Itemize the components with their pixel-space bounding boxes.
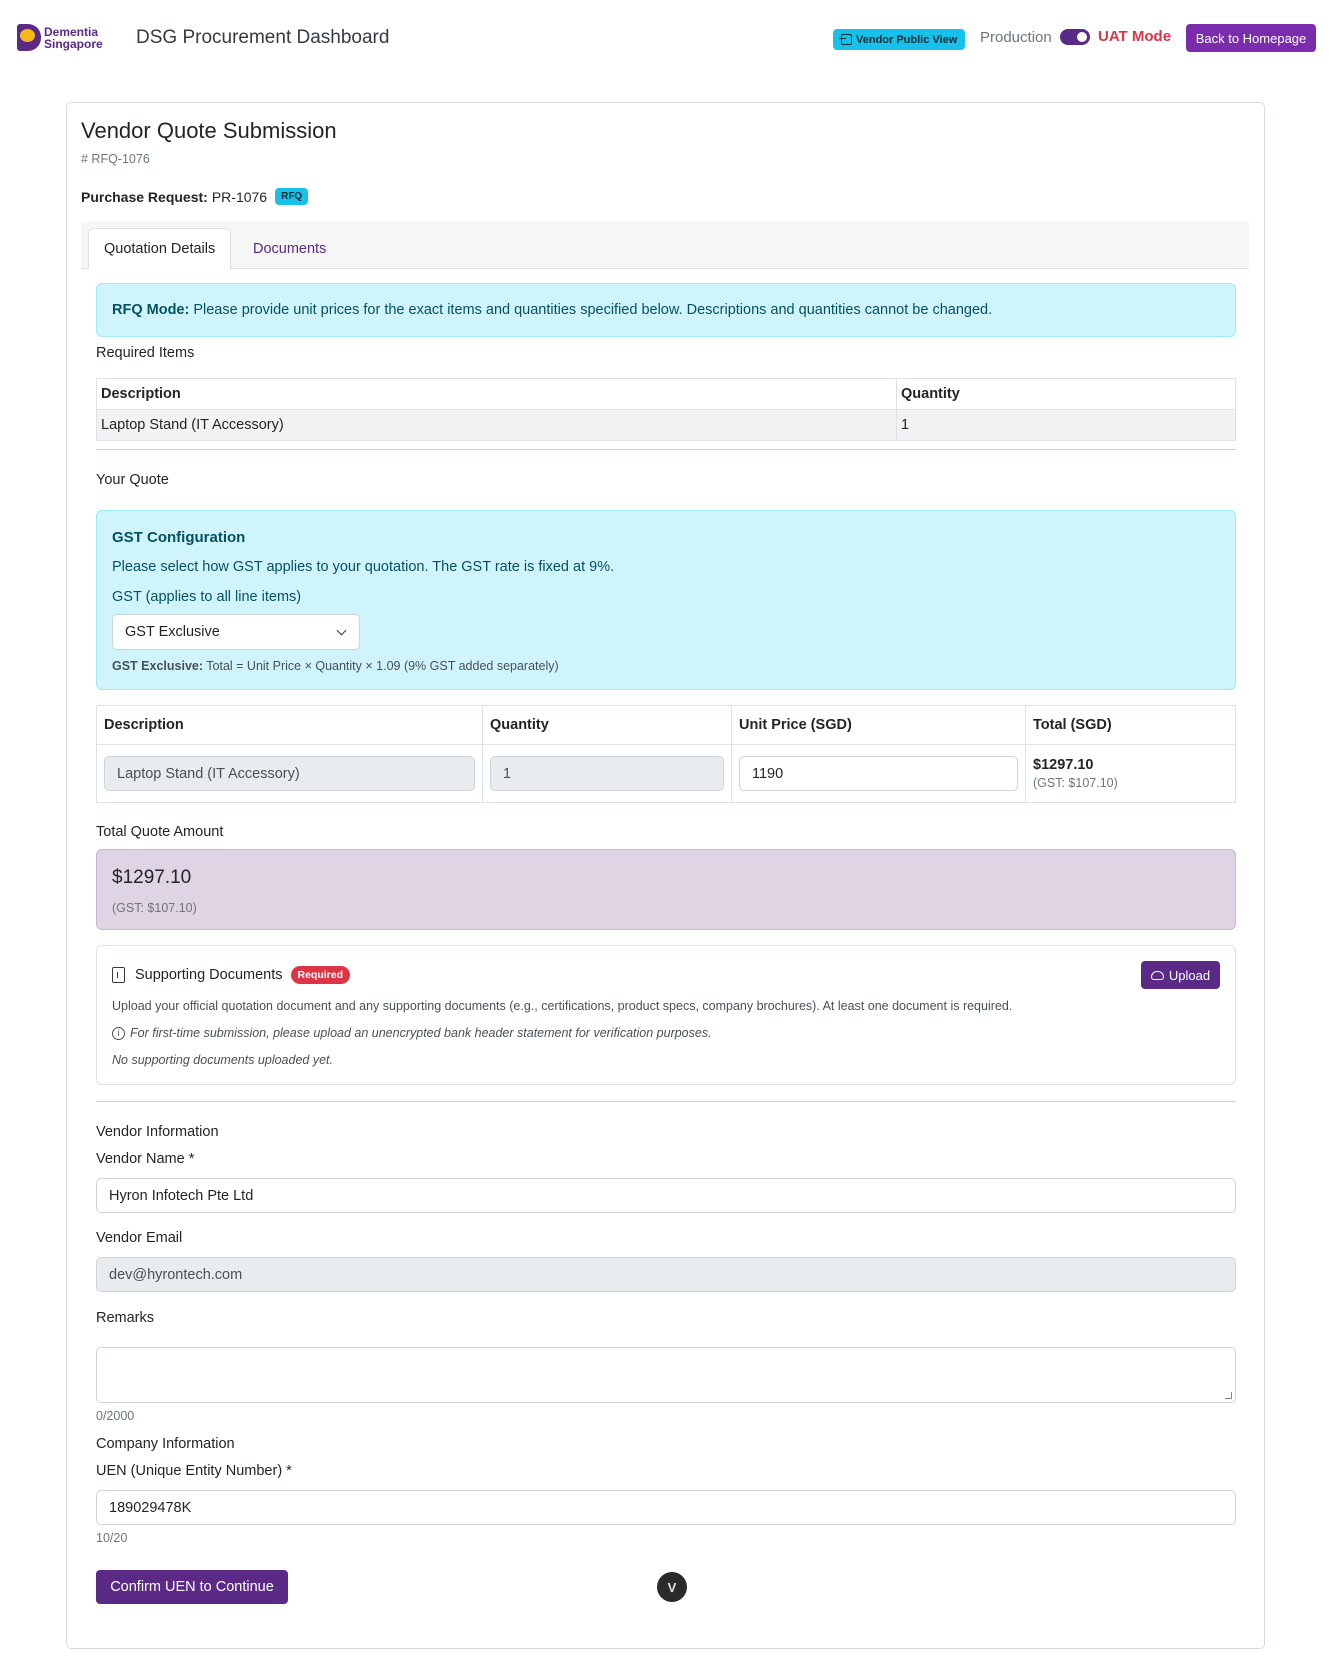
line-total-cell — [1026, 745, 1236, 803]
divider — [96, 1101, 1236, 1102]
uen-character-counter: 10/20 — [96, 1531, 128, 1545]
total-quote-panel — [96, 849, 1236, 930]
company-information-heading: Company Information — [96, 1436, 235, 1452]
table-row — [97, 410, 1236, 441]
gst-select-label: GST (applies to all line items) — [112, 589, 302, 605]
remarks-character-counter: 0/2000 — [96, 1409, 135, 1423]
cloud-upload-icon — [1151, 971, 1164, 980]
column-header-description: Description — [97, 379, 897, 410]
gst-configuration-panel — [96, 510, 1236, 690]
supporting-documents-title: Supporting Documents — [135, 967, 283, 983]
quote-line-items-table — [96, 705, 1236, 803]
vendor-public-view-label: Vendor Public View — [856, 33, 958, 46]
required-items-table — [96, 378, 1236, 441]
line-quantity-field: 1 — [490, 756, 724, 791]
app-title: DSG Procurement Dashboard — [136, 27, 390, 48]
logo-line-2: Singapore — [44, 36, 103, 51]
purchase-request-number: PR-1076 — [211, 188, 268, 205]
column-header-quantity: Quantity — [897, 379, 1236, 410]
required-badge: Required — [291, 966, 351, 984]
line-total: $1297.10 — [1033, 757, 1094, 773]
required-item-quantity: 1 — [897, 410, 1236, 441]
supporting-documents-note-text: For first-time submission, please upload an unencrypted bank header statement for verification purposes. — [130, 1026, 712, 1040]
upload-button-label: Upload — [1168, 967, 1211, 983]
uen-input[interactable]: 189029478K — [96, 1490, 1236, 1525]
dementia-singapore-logo[interactable] — [17, 24, 103, 51]
supporting-documents-header — [112, 966, 350, 984]
table-row — [97, 745, 1236, 803]
table-header-row — [97, 706, 1236, 745]
remarks-label: Remarks — [96, 1310, 155, 1326]
vendor-name-label: Vendor Name * — [96, 1151, 195, 1167]
supporting-documents-empty: No supporting documents uploaded yet. — [112, 1053, 333, 1067]
total-quote-heading: Total Quote Amount — [96, 824, 224, 840]
sign-in-icon — [841, 34, 852, 45]
vendor-email-field: dev@hyrontech.com — [96, 1257, 1236, 1292]
gst-note-text: Total = Unit Price × Quantity × 1.09 (9% GST added separately) — [206, 659, 559, 673]
vendor-email-label: Vendor Email — [96, 1230, 183, 1246]
confirm-uen-button[interactable]: Confirm UEN to Continue — [96, 1570, 288, 1604]
line-gst: (GST: $107.10) — [1033, 776, 1118, 790]
gst-configuration-title: GST Configuration — [112, 529, 246, 546]
environment-label: Production — [980, 29, 1052, 46]
required-item-description: Laptop Stand (IT Accessory) — [97, 410, 897, 441]
divider — [96, 449, 1236, 450]
supporting-documents-description: Upload your official quotation document and any supporting documents (e.g., certifications, product specs, company brochures). At least one document is required. — [112, 999, 1013, 1013]
brain-logo-icon — [17, 24, 41, 51]
uen-label: UEN (Unique Entity Number) * — [96, 1463, 292, 1479]
info-icon: i — [112, 1027, 125, 1040]
rfq-id: # RFQ-1076 — [81, 152, 150, 166]
logo-line-1: Dementia — [44, 24, 99, 39]
table-header-row — [97, 379, 1236, 410]
column-header-total: Total (SGD) — [1026, 706, 1236, 745]
page-title: Vendor Quote Submission — [81, 118, 337, 143]
total-quote-amount: $1297.10 — [112, 867, 192, 888]
vendor-name-input[interactable]: Hyron Infotech Pte Ltd — [96, 1178, 1236, 1213]
supporting-documents-note — [112, 1026, 712, 1040]
vendor-information-heading: Vendor Information — [96, 1124, 219, 1140]
back-to-homepage-button[interactable]: Back to Homepage — [1186, 24, 1316, 52]
your-quote-heading: Your Quote — [96, 472, 169, 488]
floating-widget-icon[interactable]: V — [657, 1572, 687, 1602]
purchase-request-line — [81, 188, 308, 205]
rfq-mode-alert — [96, 283, 1236, 337]
vendor-public-view-button[interactable] — [833, 29, 965, 50]
remarks-textarea[interactable] — [96, 1347, 1236, 1403]
uat-mode-label: UAT Mode — [1098, 28, 1172, 45]
total-quote-gst: (GST: $107.10) — [112, 901, 197, 915]
rfq-mode-alert-text: Please provide unit prices for the exact items and quantities specified below. Descriptions and quantities cannot be changed. — [193, 302, 993, 318]
upload-button[interactable] — [1141, 961, 1220, 989]
gst-configuration-description: Please select how GST applies to your quotation. The GST rate is fixed at 9%. — [112, 559, 615, 575]
chevron-down-icon — [337, 626, 347, 636]
line-description-field: Laptop Stand (IT Accessory) — [104, 756, 475, 791]
unit-price-input[interactable]: 1190 — [739, 756, 1018, 791]
gst-type-select[interactable] — [112, 614, 360, 650]
supporting-documents-panel — [96, 945, 1236, 1085]
file-upload-icon — [112, 967, 125, 983]
tab-quotation-details[interactable]: Quotation Details — [88, 228, 231, 270]
purchase-request-label: Purchase Request: — [81, 188, 208, 205]
rfq-mode-alert-title: RFQ Mode: — [112, 302, 190, 318]
tab-bar — [81, 222, 1249, 269]
required-items-heading: Required Items — [96, 345, 195, 361]
environment-toggle[interactable] — [1060, 29, 1090, 45]
column-header-description: Description — [97, 706, 483, 745]
gst-formula-note — [112, 659, 559, 673]
column-header-quantity: Quantity — [483, 706, 732, 745]
tab-documents[interactable]: Documents — [253, 240, 327, 257]
top-navbar — [0, 0, 1334, 78]
gst-selected-value: GST Exclusive — [125, 624, 220, 640]
rfq-badge: RFQ — [275, 188, 308, 205]
column-header-unit-price: Unit Price (SGD) — [732, 706, 1026, 745]
gst-note-label: GST Exclusive: — [112, 659, 204, 673]
